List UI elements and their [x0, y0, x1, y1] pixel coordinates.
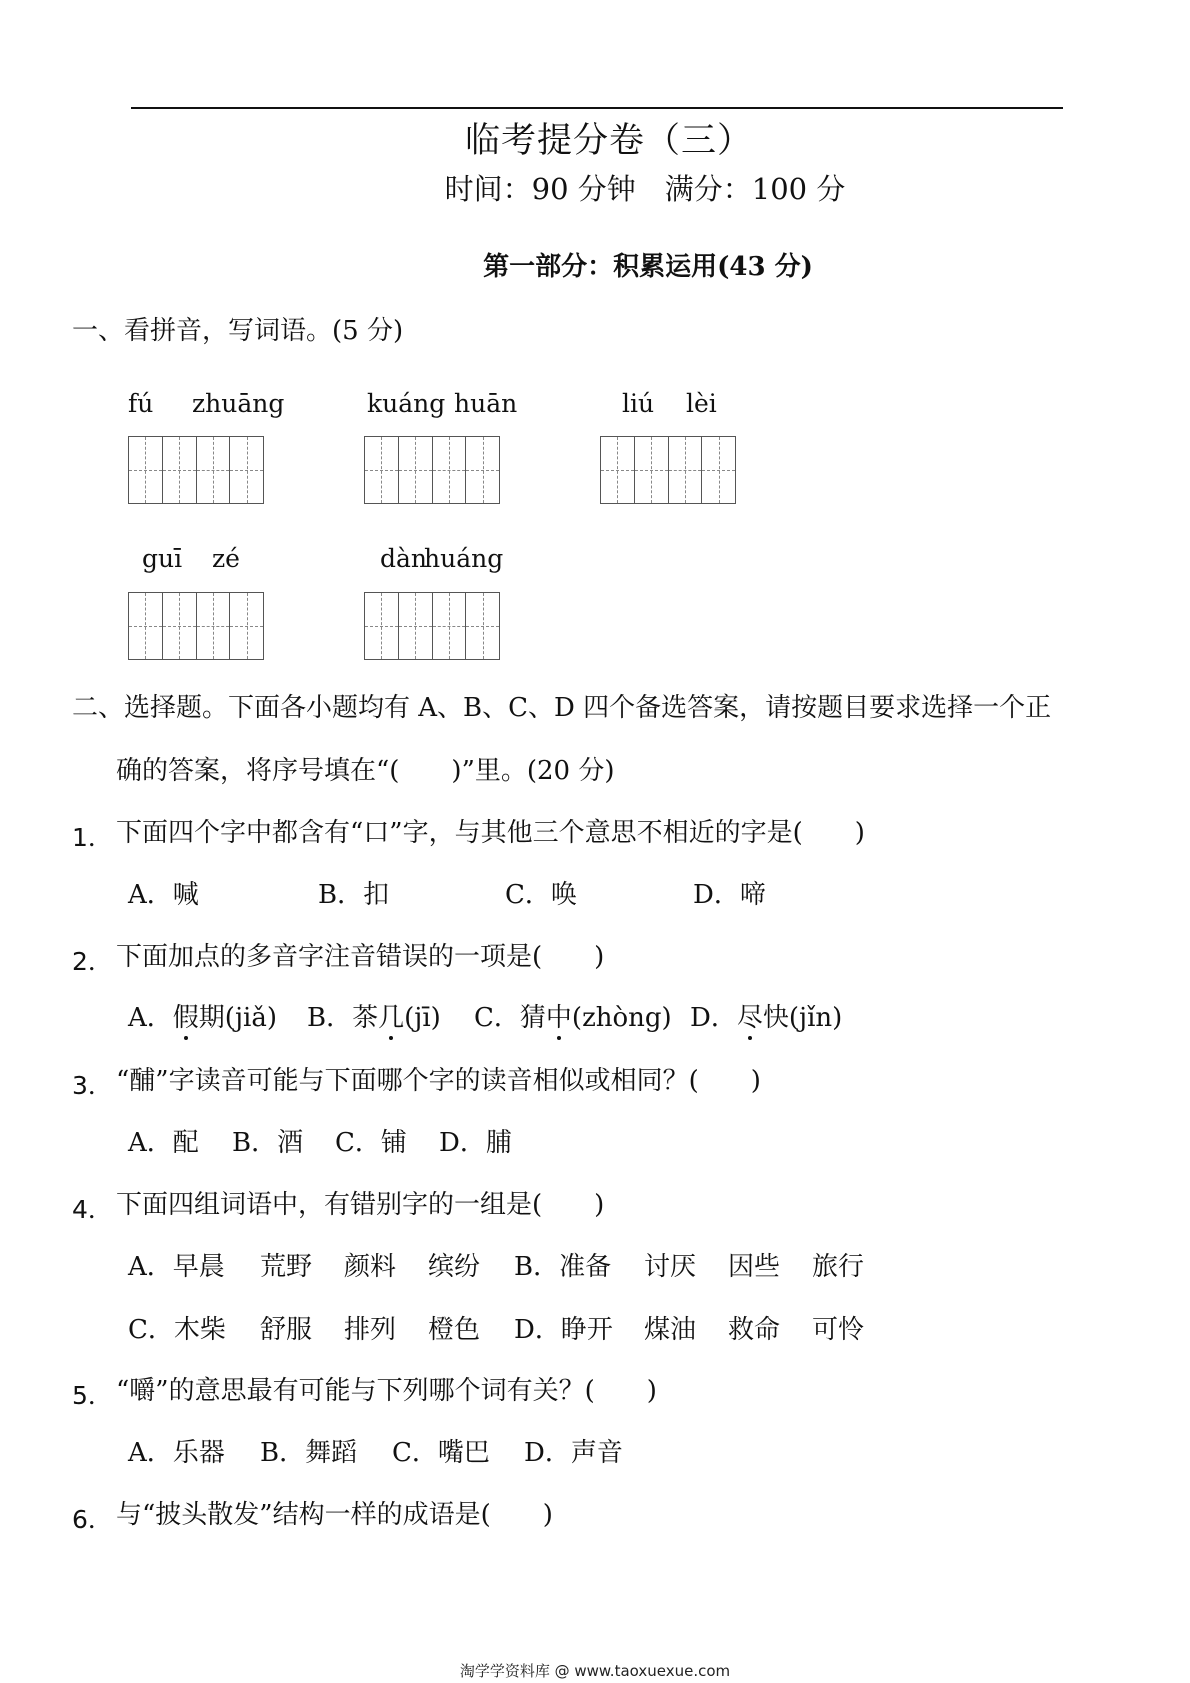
q4-line1-w7: 因些 — [728, 1252, 781, 1282]
writing-grid-3[interactable] — [600, 436, 736, 504]
pinyin-3a: liú — [622, 389, 655, 418]
q3-option-b[interactable]: B．酒 — [232, 1128, 304, 1158]
q2-a-label: A． — [128, 1003, 173, 1033]
q4-line1-w2: 荒野 — [260, 1252, 313, 1282]
q2-b-label: B．茶 — [307, 1003, 379, 1033]
q2-a-dotted-char: 假 — [172, 1003, 199, 1033]
q4-line2-w5[interactable]: D．睁开 — [514, 1315, 613, 1345]
writing-grid-2[interactable] — [364, 436, 500, 504]
section1-heading: 一、看拼音，写词语。(5 分) — [72, 316, 404, 346]
q4-line2-w7: 救命 — [728, 1315, 781, 1345]
q1-text: 下面四个字中都含有“口”字，与其他三个意思不相近的字是( ) — [116, 818, 865, 848]
q4-text: 下面四组词语中，有错别字的一组是( ) — [116, 1190, 605, 1220]
q1-number: 1． — [72, 823, 113, 852]
pinyin-1a: fú — [128, 389, 154, 418]
q4-number: 4． — [72, 1195, 113, 1224]
q1-option-b[interactable]: B．扣 — [318, 880, 390, 910]
q4-line1-w1[interactable]: A．早晨 — [128, 1252, 225, 1282]
q6-text: 与“披头散发”结构一样的成语是( ) — [116, 1500, 553, 1530]
q5-option-b[interactable]: B．舞蹈 — [260, 1438, 358, 1468]
pinyin-2b: huān — [454, 389, 518, 418]
q2-a-rest: 期(jiǎ) — [198, 1003, 277, 1033]
section2-heading-line1: 二、选择题。下面各小题均有 A、B、C、D 四个备选答案，请按题目要求选择一个正 — [72, 693, 1052, 723]
q3-option-d[interactable]: D．脯 — [439, 1128, 512, 1158]
pinyin-5b: huáng — [424, 544, 504, 573]
q3-option-c[interactable]: C．铺 — [335, 1128, 407, 1158]
footer-watermark: 淘学学资料库 @ www.taoxuexue.com — [459, 1662, 731, 1680]
q4-line2-w2: 舒服 — [260, 1315, 313, 1345]
q2-option-a[interactable] — [128, 1003, 277, 1033]
q2-number: 2． — [72, 947, 113, 976]
header-rule — [131, 107, 1063, 109]
q2-text: 下面加点的多音字注音错误的一项是( ) — [116, 942, 605, 972]
q4-line2-w3: 排列 — [344, 1315, 397, 1345]
q4-line1-w8: 旅行 — [812, 1252, 865, 1282]
q4-line2-w4: 橙色 — [428, 1315, 481, 1345]
pinyin-3b: lèi — [686, 389, 717, 418]
writing-grid-5[interactable] — [364, 592, 500, 660]
q2-d-rest: 快(jǐn) — [762, 1003, 843, 1033]
q2-b-rest: (jī) — [404, 1003, 441, 1033]
q5-option-a[interactable]: A．乐器 — [128, 1438, 225, 1468]
pinyin-4a: guī — [142, 544, 183, 573]
q4-line1-w5[interactable]: B．准备 — [514, 1252, 612, 1282]
q2-b-dotted-char: 几 — [378, 1003, 405, 1033]
pinyin-5a: dàn — [380, 544, 428, 573]
q1-option-d[interactable]: D．啼 — [693, 880, 766, 910]
writing-grid-4[interactable] — [128, 592, 264, 660]
section2-heading-line2: 确的答案，将序号填在“( )”里。(20 分) — [116, 756, 615, 786]
page-title: 临考提分卷（三） — [464, 121, 753, 161]
q5-text: “嚼”的意思最有可能与下列哪个词有关？( ) — [116, 1376, 657, 1406]
q1-option-a[interactable]: A．喊 — [128, 880, 199, 910]
q2-option-d[interactable] — [690, 1003, 842, 1033]
q5-number: 5． — [72, 1381, 113, 1410]
exam-info: 时间：90 分钟 满分：100 分 — [444, 172, 846, 206]
q3-text: “酺”字读音可能与下面哪个字的读音相似或相同？( ) — [116, 1066, 761, 1096]
q5-option-d[interactable]: D．声音 — [524, 1438, 623, 1468]
pinyin-1b: zhuāng — [192, 389, 285, 418]
q4-line1-w3: 颜料 — [344, 1252, 397, 1282]
q1-option-c[interactable]: C．唤 — [505, 880, 577, 910]
q2-option-b[interactable] — [307, 1003, 441, 1033]
pinyin-2a: kuáng — [367, 389, 446, 418]
q2-d-label: D． — [690, 1003, 737, 1033]
q6-number: 6． — [72, 1505, 113, 1534]
q4-line2-w6: 煤油 — [644, 1315, 697, 1345]
q4-line1-w6: 讨厌 — [644, 1252, 697, 1282]
writing-grid-1[interactable] — [128, 436, 264, 504]
q5-option-c[interactable]: C．嘴巴 — [392, 1438, 490, 1468]
q2-d-dotted-char: 尽 — [736, 1003, 763, 1033]
q4-line2-w8: 可怜 — [812, 1315, 865, 1345]
q4-line1-w4: 缤纷 — [428, 1252, 481, 1282]
q2-option-c[interactable] — [474, 1003, 672, 1033]
part-heading: 第一部分：积累运用(43 分) — [483, 252, 813, 282]
q4-line2-w1[interactable]: C．木柴 — [128, 1315, 226, 1345]
q3-number: 3． — [72, 1071, 113, 1100]
q2-c-label: C．猜 — [474, 1003, 546, 1033]
pinyin-4b: zé — [212, 544, 240, 573]
q2-c-rest: (zhòng) — [571, 1003, 672, 1033]
q3-option-a[interactable]: A．配 — [128, 1128, 199, 1158]
q2-c-dotted-char: 中 — [545, 1003, 572, 1033]
